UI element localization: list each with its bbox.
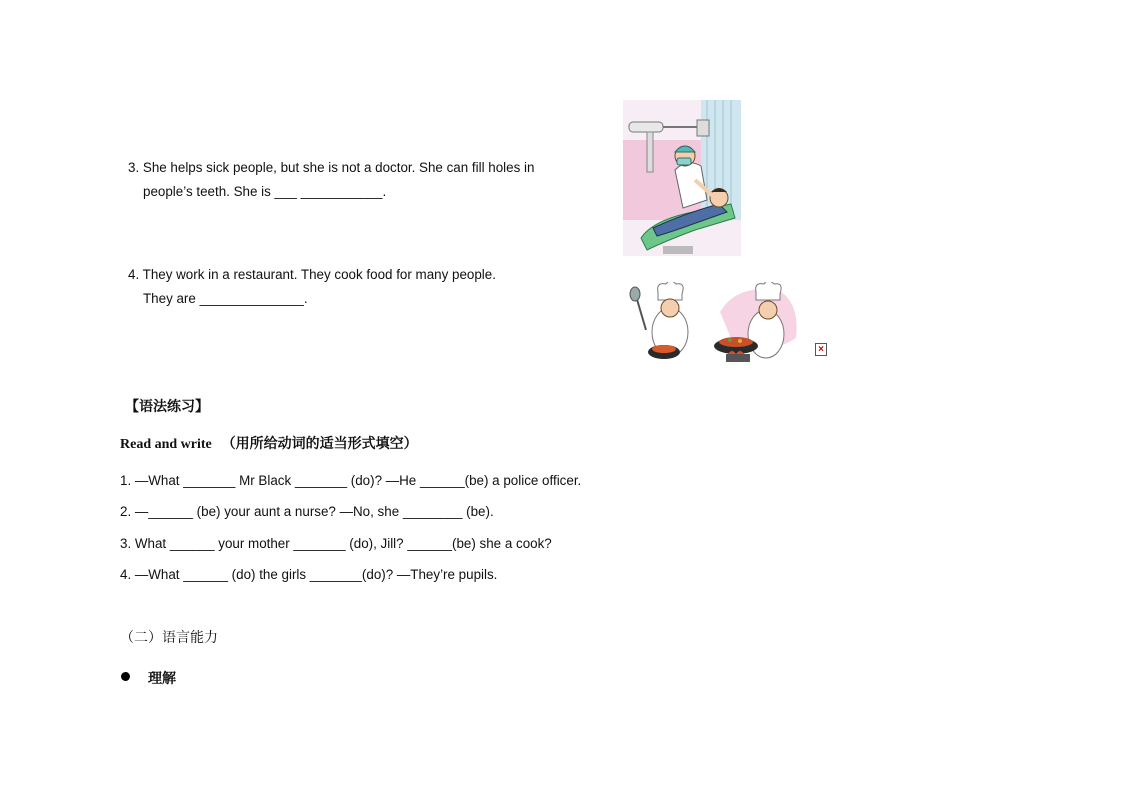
grammar-item-2: 2. —______ (be) your aunt a nurse? —No, she ________ (be). <box>120 504 494 519</box>
grammar-heading: 【语法练习】 <box>125 399 209 415</box>
grammar-item-3: 3. What ______ your mother _______ (do), Jill? ______(be) she a cook? <box>120 536 552 551</box>
question-3-line2: people’s teeth. She is ___ ___________. <box>143 184 387 199</box>
instruction-cn: （用所给动词的适当形式填空） <box>221 436 418 452</box>
question-4-line2: They are ______________. <box>143 291 308 306</box>
broken-image-icon: × <box>815 343 827 356</box>
grammar-item-1: 1. —What _______ Mr Black _______ (do)? —He ______(be) a police officer. <box>120 473 582 488</box>
cooks-illustration <box>626 282 802 366</box>
question-4-line1: 4. They work in a restaurant. They cook food for many people. <box>128 267 496 282</box>
instruction-en: Read and write <box>120 437 212 452</box>
grammar-item-4: 4. —What ______ (do) the girls _______(do)? —They’re pupils. <box>120 567 498 582</box>
section2-bullet-item: 理解 <box>148 671 176 687</box>
section2-heading: （二）语言能力 <box>120 630 218 646</box>
grammar-instruction <box>120 433 418 453</box>
bullet-icon <box>121 672 130 681</box>
dentist-illustration <box>623 100 741 256</box>
question-3-line1: 3. She helps sick people, but she is not a doctor. She can fill holes in <box>128 160 535 175</box>
